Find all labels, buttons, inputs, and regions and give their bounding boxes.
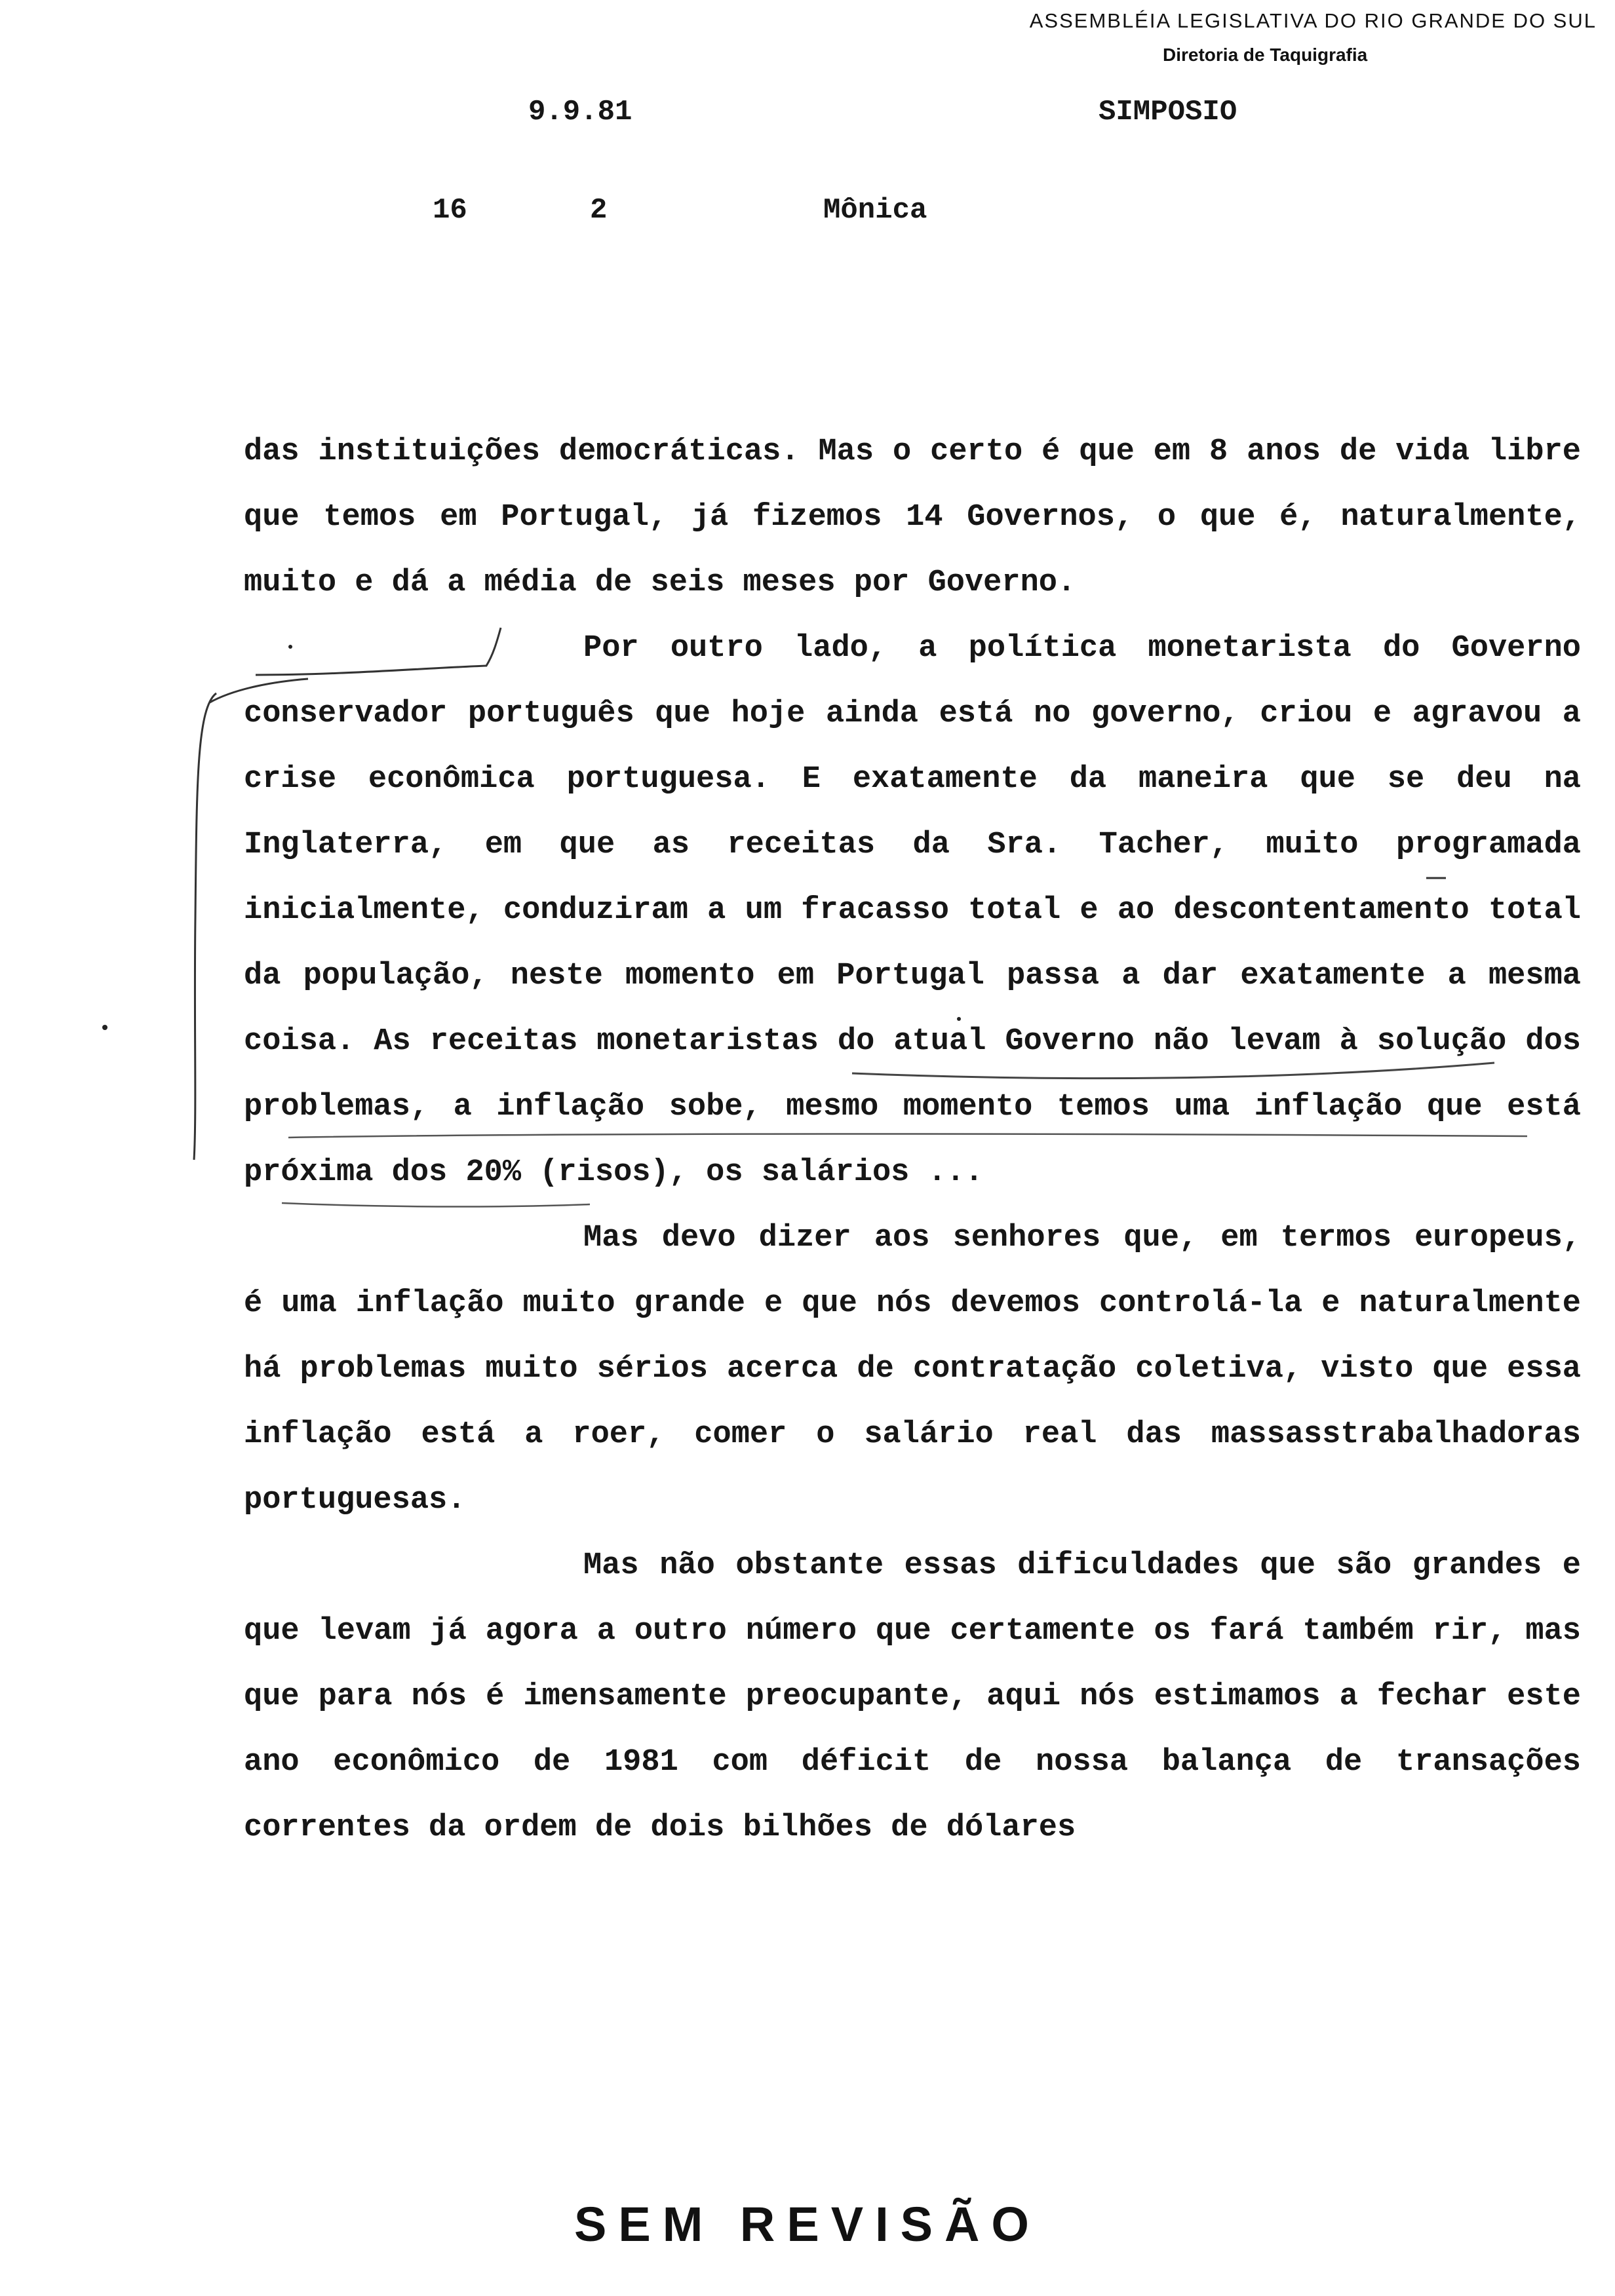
paragraph: Por outro lado, a política monetarista do Governo conservador português que hoje ainda está no governo, criou e agravou a crise econômica portuguesa. E exatamente da maneira que se deu na Inglaterra, em que as receitas da Sra. Tacher, muito programada inicialmente, conduziram a um fracasso total e ao descontentamento total da população, neste momento em Portugal passa a dar exatamente a mesma coisa. As receitas monetaristas do atual Governo não levam à solução dos problemas, a inflação sobe, mesmo momento temos uma inflação que está próxima dos 20% (risos), os salários ... bbox=[244, 631, 1581, 1190]
department-name: Diretoria de Taquigrafia bbox=[1163, 45, 1368, 65]
institution-name: ASSEMBLÉIA LEGISLATIVA DO RIO GRANDE DO SUL bbox=[1029, 9, 1597, 32]
session-title: SIMPOSIO bbox=[1099, 96, 1237, 128]
stenographer-name: Mônica bbox=[823, 194, 927, 227]
paragraph: das instituições democráticas. Mas o certo é que em 8 anos de vida libre que temos em Portugal, já fizemos 14 Governos, o que é, naturalmente, muito e dá a média de seis meses por Governo. bbox=[244, 434, 1581, 600]
revision-stamp: SEM REVISÃO bbox=[574, 2197, 1041, 2251]
margin-bracket-mark bbox=[194, 693, 216, 1160]
reference-number: 16 bbox=[433, 194, 467, 227]
session-date: 9.9.81 bbox=[528, 96, 632, 128]
reference-page: 2 bbox=[590, 194, 608, 227]
ink-speck bbox=[102, 1025, 107, 1030]
ink-speck bbox=[957, 1017, 961, 1021]
transcript-body bbox=[244, 419, 1581, 1861]
paragraph: Mas não obstante essas dificuldades que são grandes e que levam já agora a outro número que certamente os fará também rir, mas que para nós é imensamente preocupante, aqui nós estimamos a fechar este ano econômico de 1981 com déficit de nossa balança de transações correntes da ordem de dois bilhões de dólares bbox=[244, 1548, 1581, 1845]
paragraph: Mas devo dizer aos senhores que, em termos europeus, é uma inflação muito grande e que nós devemos controlá-la e naturalmente há problemas muito sérios acerca de contratação coletiva, visto que essa inflação está a roer, comer o salário real das massasstrabalhadoras portuguesas. bbox=[244, 1221, 1581, 1518]
ink-speck bbox=[288, 645, 292, 649]
